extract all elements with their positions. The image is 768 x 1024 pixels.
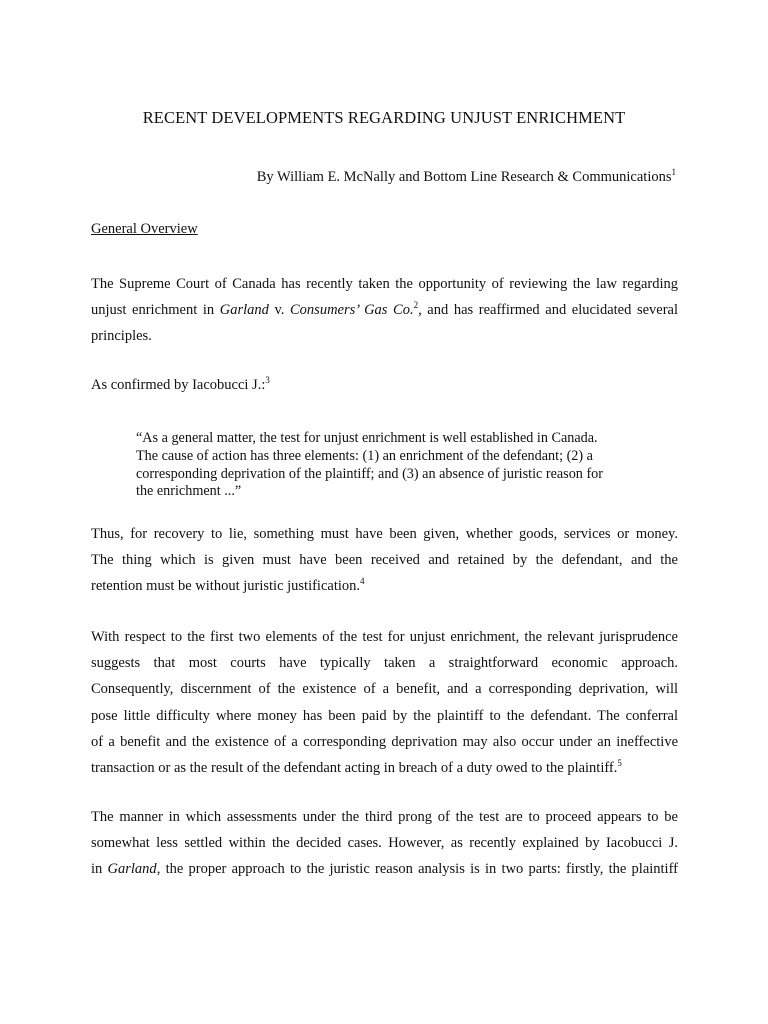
text-run: retention must be without juristic justification. xyxy=(91,578,361,595)
paragraph-3-line-1: Thus, for recovery to lie, something must have been given, whether goods, services or money. xyxy=(91,526,678,542)
section-heading: General Overview xyxy=(91,221,198,237)
document-title: RECENT DEVELOPMENTS REGARDING UNJUST ENRICHMENT xyxy=(142,108,626,127)
text-run: v. xyxy=(268,302,291,319)
paragraph-3-line-2: The thing which is given must have been received and retained by the defendant, and the xyxy=(91,552,678,569)
text-run: , the proper approach to the juristic reason analysis is in two parts: firstly, the plaintiff xyxy=(156,861,678,878)
footnote-ref-5: 5 xyxy=(617,758,622,769)
paragraph-4-line-6 xyxy=(91,755,678,781)
paragraph-1-line-2 xyxy=(91,297,678,323)
paragraph-5-line-3 xyxy=(91,856,678,882)
footnote-ref-3: 3 xyxy=(265,375,270,386)
paragraph-4-line-3: Consequently, discernment of the existence of a benefit, and a corresponding deprivation, will xyxy=(91,681,678,698)
block-quote xyxy=(136,430,636,501)
paragraph-5-line-2: somewhat less settled within the decided cases. However, as recently explained by Iacobucci J. xyxy=(91,835,678,852)
paragraph-3 xyxy=(91,521,678,600)
paragraph-3-line-3 xyxy=(91,573,678,599)
case-name-garland: Garland xyxy=(219,302,269,319)
quote-line-1: “As a general matter, the test for unjust enrichment is well established in Canada. xyxy=(136,430,598,446)
paragraph-2 xyxy=(91,372,678,398)
footnote-ref-4: 4 xyxy=(360,576,365,587)
case-name-consumers-gas: Consumers’ Gas Co. xyxy=(290,302,414,319)
paragraph-4-line-4: pose little difficulty where money has been paid by the plaintiff to the defendant. The conferral xyxy=(91,707,678,724)
text-run: , and has reaffirmed and elucidated several xyxy=(418,302,679,319)
paragraph-2-text: As confirmed by Iacobucci J.: xyxy=(91,377,266,393)
text-run: in xyxy=(91,861,108,878)
byline-text: By William E. McNally and Bottom Line Research & Communications xyxy=(256,169,672,185)
quote-line-4: the enrichment ...” xyxy=(136,483,242,500)
text-run: transaction or as the result of the defendant acting in breach of a duty owed to the plaintiff. xyxy=(91,760,618,777)
text-run: unjust enrichment in xyxy=(91,302,220,319)
case-name-garland: Garland xyxy=(107,861,157,878)
paragraph-5-line-1: The manner in which assessments under the third prong of the test are to proceed appears to be xyxy=(91,809,678,825)
paragraph-5 xyxy=(91,804,678,883)
footnote-ref-2: 2 xyxy=(413,300,419,311)
paragraph-1-line-1: The Supreme Court of Canada has recently taken the opportunity of reviewing the law regarding xyxy=(91,276,678,292)
paragraph-4 xyxy=(91,624,678,781)
paragraph-1 xyxy=(91,271,678,350)
footnote-ref-1: 1 xyxy=(671,167,676,178)
paragraph-4-line-2: suggests that most courts have typically taken a straightforward economic approach. xyxy=(91,655,678,672)
paragraph-4-line-1: With respect to the first two elements of the test for unjust enrichment, the relevant jurisprudence xyxy=(91,629,678,645)
byline xyxy=(257,169,676,186)
paragraph-1-line-3: principles. xyxy=(91,328,152,345)
quote-line-3: corresponding deprivation of the plaintiff; and (3) an absence of juristic reason for xyxy=(136,465,603,482)
paragraph-4-line-5: of a benefit and the existence of a corresponding deprivation may also occur under an ineffective xyxy=(91,733,678,750)
quote-line-2: The cause of action has three elements: (1) an enrichment of the defendant; (2) a xyxy=(136,447,593,464)
